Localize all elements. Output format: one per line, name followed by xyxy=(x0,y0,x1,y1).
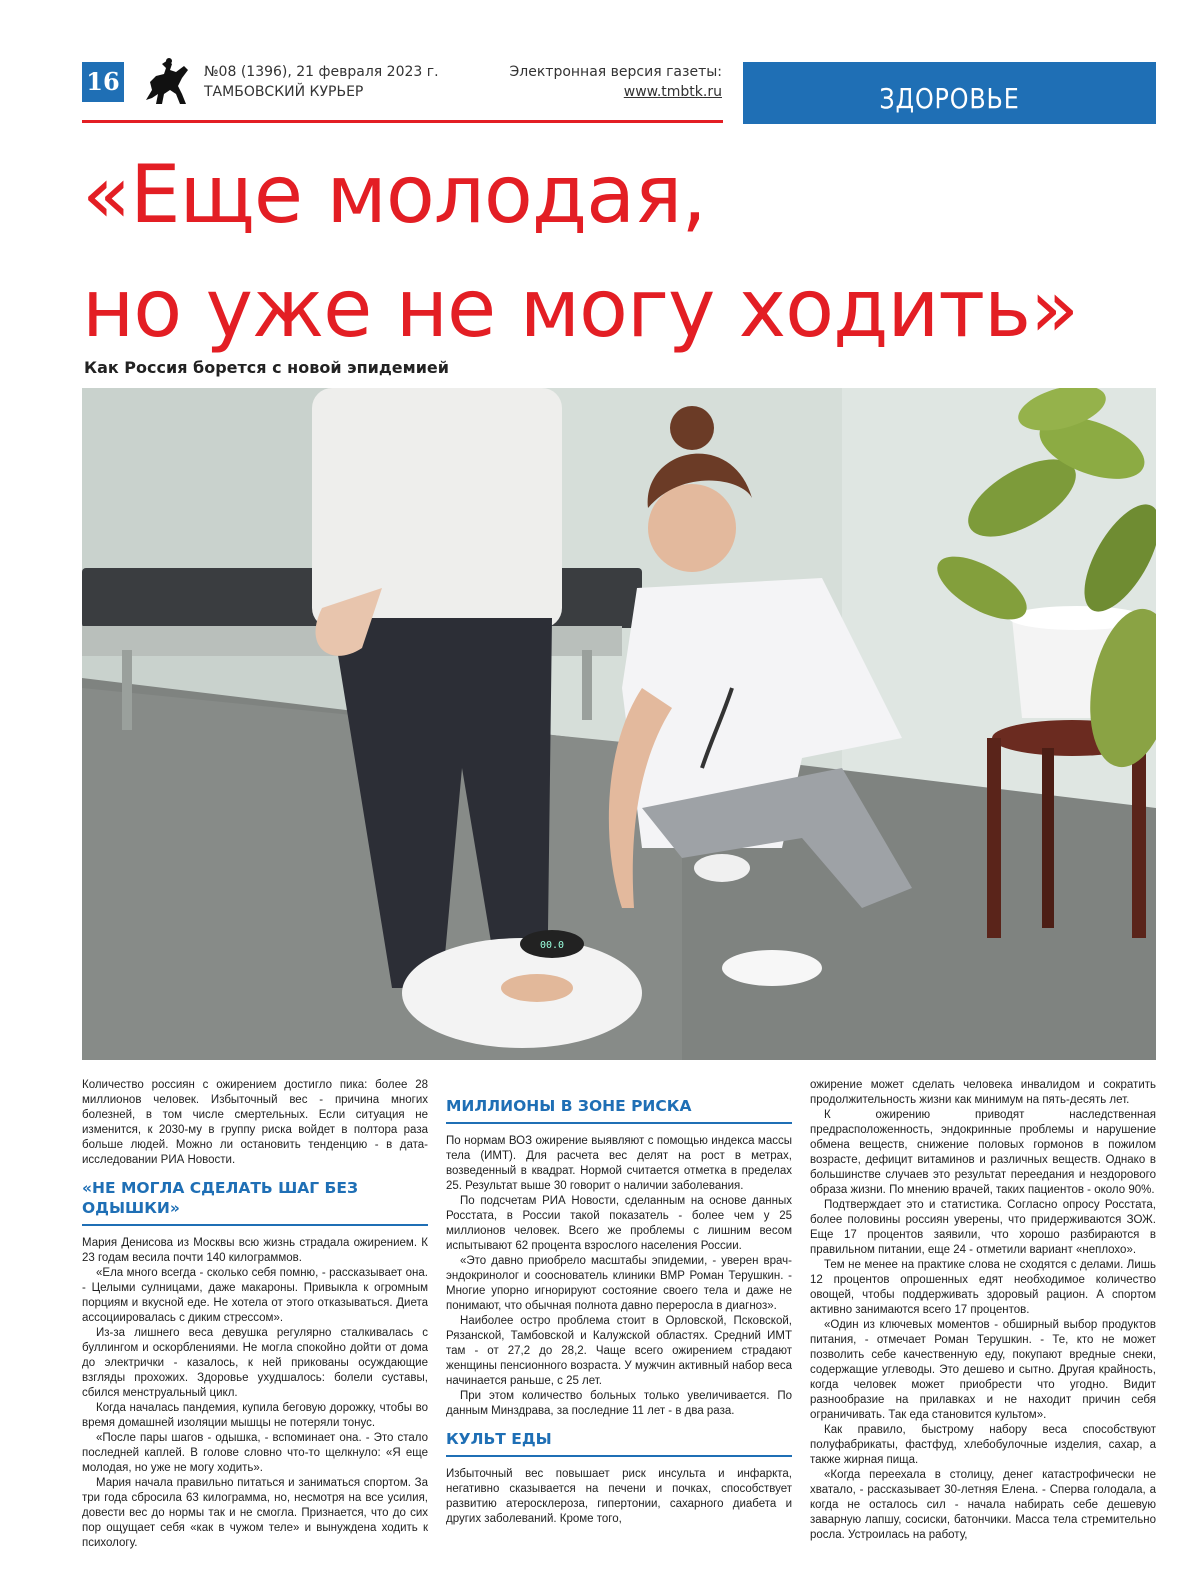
paragraph: Мария начала правильно питаться и заниматься спортом. За три года сбросила 63 килограмма, но, несмотря на все усилия, довести вес до нормы так и не смогла. Признается, что до сих пор ощущает себя «как в чужом теле» и вынуждена ходить к психологу. xyxy=(82,1477,428,1549)
column-3 xyxy=(810,1078,1156,1543)
headline-line-2: но уже не могу ходить» xyxy=(82,262,1079,355)
paragraph: По подсчетам РИА Новости, сделанным на основе данных Росстата, в России такой показатель - более чем у 25 миллионов человек. Всего же проблемы с лишним весом испытывают 62 процента взрослого населения России. xyxy=(446,1195,792,1252)
subhead-risk-zone: МИЛЛИОНЫ В ЗОНЕ РИСКА xyxy=(446,1096,792,1124)
horse-rider-icon xyxy=(138,56,194,108)
paragraph: «Это давно приобрело масштабы эпидемии, - уверен врач-эндокринолог и сооснователь клиники ВМР Роман Терушкин. - Многие упорно игнорируют состояние своего тела и даже не понимают, что обычная полнота давно переросла в диагноз». xyxy=(446,1255,792,1312)
paragraph: «Один из ключевых моментов - обширный выбор продуктов питания, - отмечает Роман Терушкин. - Те, кто не может позволить себе качественную еду, покупают вредные снеки, содержащие углеводы. Это дешево и сытно. Другая крайность, когда человек может приобрести что угодно. Видит разнообразие на прилавках и не находит причин себя ограничивать. Так еда становится культом». xyxy=(810,1319,1156,1421)
paragraph: «Ела много всегда - сколько себя помню, - рассказывает она. - Целыми сулницами, даже макароны. Привыкла к огромным порциям и вкусной еде. Не хотела от этого отказываться. Диета ассоциировалась с диким стрессом». xyxy=(82,1267,428,1324)
paragraph: Наиболее остро проблема стоит в Орловской, Псковской, Рязанской, Тамбовской и Калужской областях. Средний ИМТ там - от 27,2 до 28,2. Чаще всего ожирением страдают женщины пенсионного возраста. У мужчин активный набор веса начинается раньше, с 25 лет. xyxy=(446,1315,792,1387)
paragraph: При этом количество больных только увеличивается. По данным Минздрава, за последние 11 лет - в два раза. xyxy=(446,1390,792,1417)
page-number: 16 xyxy=(82,62,124,102)
electronic-version xyxy=(510,62,723,102)
subhead-food-cult: КУЛЬТ ЕДЫ xyxy=(446,1429,792,1457)
column-2 xyxy=(446,1078,792,1527)
headline-line-1: «Еще молодая, xyxy=(82,148,706,241)
paragraph: Подтверждает это и статистика. Согласно опросу Росстата, более половины россиян уверены, что придерживаются ЗОЖ. Еще 17 процентов заявили, что хорошо разбираются в правильном питании, еще 24 - отметили вариант «неплохо». xyxy=(810,1199,1156,1256)
paragraph: Мария Денисова из Москвы всю жизнь страдала ожирением. К 23 годам весила почти 140 килограммов. xyxy=(82,1237,428,1264)
header-rule xyxy=(82,120,723,123)
publication-name: ТАМБОВСКИЙ КУРЬЕР xyxy=(204,84,364,100)
paragraph: К ожирению приводят наследственная предрасположенность, эндокринные проблемы и нарушение обмена веществ, снижение половых гормонов в пожилом возрасте, дефицит витаминов и различных веществ. Однако в большинстве случаев это результат переедания и нездорового образа жизни. По мнению врачей, таких пациентов - около 90%. xyxy=(810,1109,1156,1196)
paragraph: По нормам ВОЗ ожирение выявляют с помощью индекса массы тела (ИМТ). Для расчета вес делят на рост в метрах, возведенный в квадрат. Нормой считается отметка в пределах 25. Результат выше 30 говорит о наличии заболевания. xyxy=(446,1135,792,1192)
subhead-no-breath: «НЕ МОГЛА СДЕЛАТЬ ШАГ БЕЗ ОДЫШКИ» xyxy=(82,1178,428,1226)
eversion-label: Электронная версия газеты: xyxy=(509,64,722,80)
intro-paragraph: Количество россиян с ожирением достигло пика: более 28 миллионов человек. Избыточный вес - причина многих болезней, в том числе смертельных. Если ситуация не изменится, к 2030-му в группу риска войдет в полтора раза больше людей. Можно ли остановить тенденцию - в дата-исследовании РИА Новости. xyxy=(82,1079,428,1166)
paragraph: Избыточный вес повышает риск инсульта и инфаркта, негативно сказывается на печени и почках, способствует развитию атеросклероза, гипертонии, сахарного диабета и других заболеваний. Кроме того, xyxy=(446,1468,792,1525)
eversion-link[interactable]: www.tmbtk.ru xyxy=(623,84,722,100)
scale-display: 00.0 xyxy=(539,940,565,951)
paragraph: «После пары шагов - одышка, - вспоминает она. - Это стало последней каплей. В голове словно что-то щелкнуло: «Я еще молодая, но уже не могу ходить». xyxy=(82,1432,428,1474)
rubric-banner xyxy=(743,62,1156,124)
headline xyxy=(82,138,1172,366)
issue-info xyxy=(204,62,439,102)
issue-number: №08 (1396), 21 февраля 2023 г. xyxy=(204,64,439,80)
paragraph: Как правило, быстрому набору веса способствуют полуфабрикаты, фастфуд, хлебобулочные изделия, сахар, а также жирная пища. xyxy=(810,1424,1156,1466)
rubric-label: ЗДОРОВЬЕ xyxy=(879,82,1020,115)
paragraph: Когда началась пандемия, купила беговую дорожку, чтобы во время домашней изоляции мышцы не потеряли тонус. xyxy=(82,1402,428,1429)
paragraph: ожирение может сделать человека инвалидом и сократить продолжительность жизни как минимум на пять-десять лет. xyxy=(810,1079,1156,1106)
paragraph: Тем не менее на практике слова не сходятся с делами. Лишь 12 процентов опрошенных едят необходимое количество овощей, чтобы поддерживать здоровый рацион. А спортом активно занимаются всего 17 процентов. xyxy=(810,1259,1156,1316)
article-photo xyxy=(82,388,1156,1060)
column-1 xyxy=(82,1078,428,1551)
lede: Как Россия борется с новой эпидемией xyxy=(84,358,449,377)
paragraph: Из-за лишнего веса девушка регулярно сталкивалась с буллингом и оскорблениями. Не могла спокойно дойти от дома до электрички - казалось, к ней прикованы осуждающие взгляды прохожих. Здоровье ухудшалось: болели суставы, сбился менструальный цикл. xyxy=(82,1327,428,1399)
paragraph: «Когда переехала в столицу, денег катастрофически не хватало, - рассказывает 30-летняя Елена. - Сперва голодала, а когда не осталось сил - начала набирать себе дешевую заварную лапшу, сосиски, батончики. Масса тела стремительно росла. Устроилась на работу, xyxy=(810,1469,1156,1541)
